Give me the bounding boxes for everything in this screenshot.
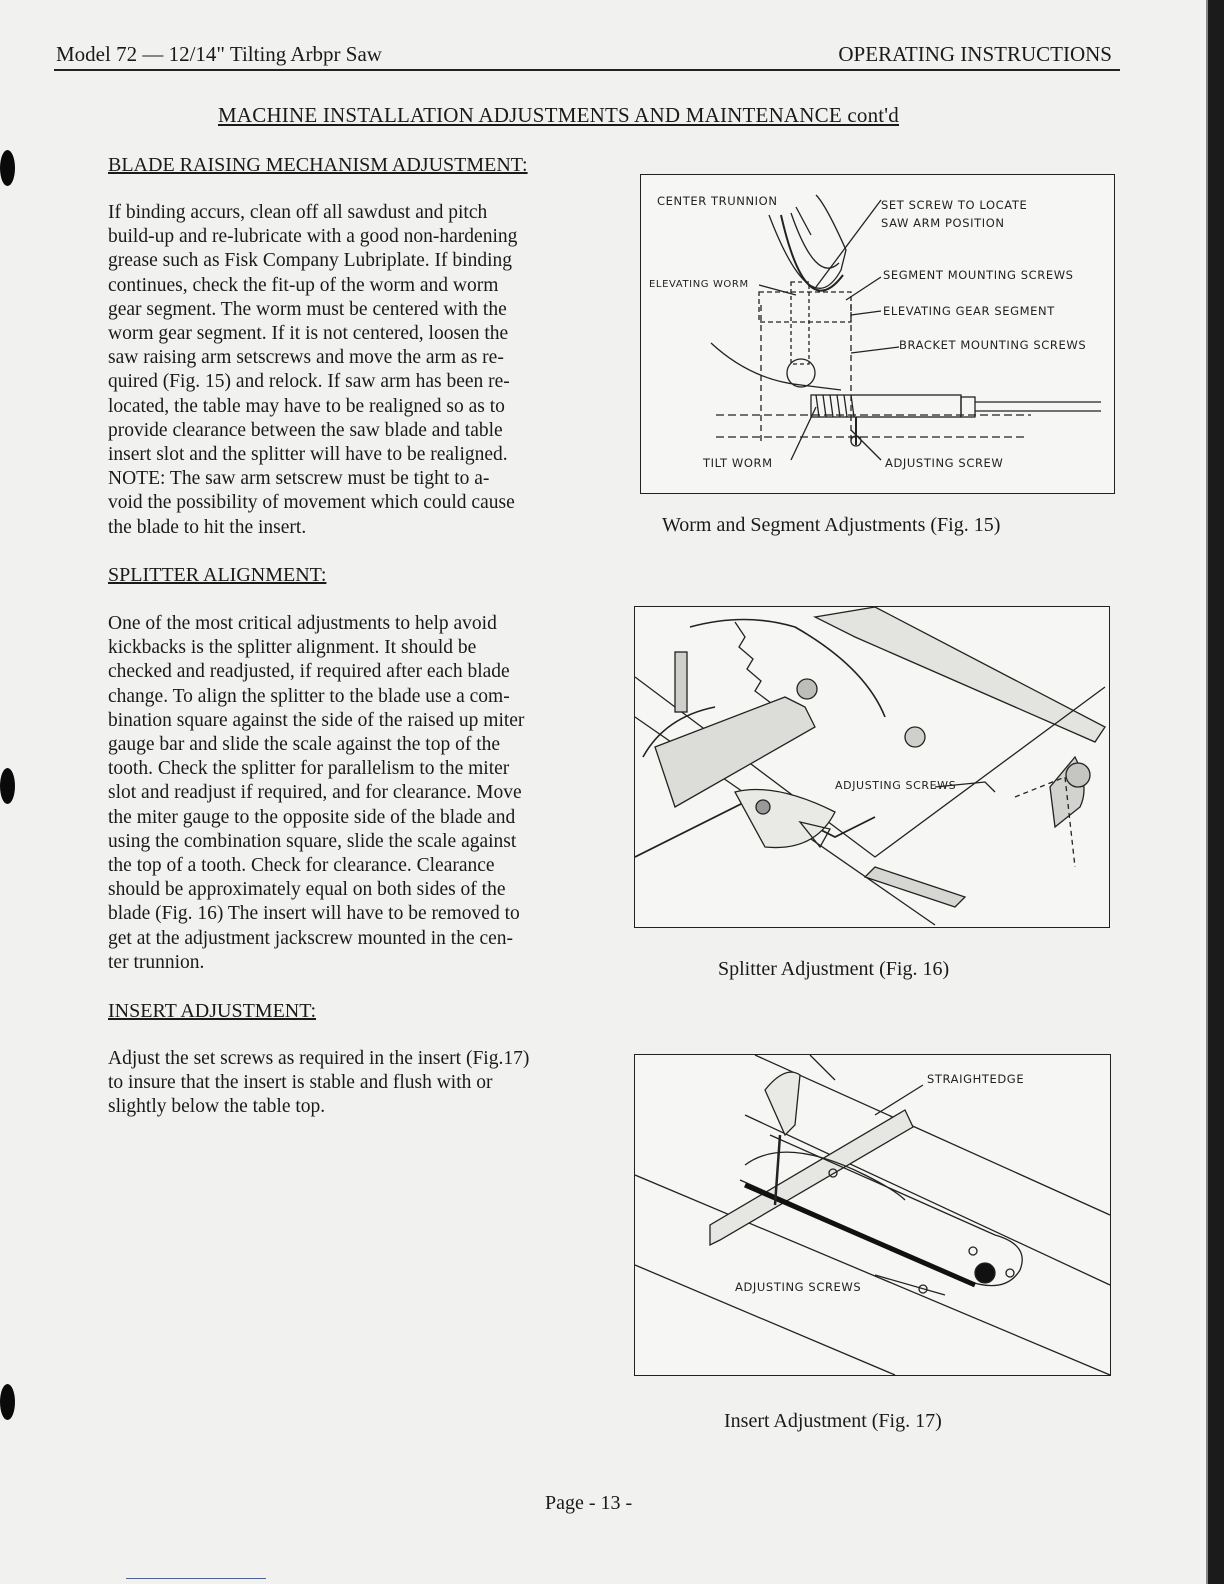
header-section-title: OPERATING INSTRUCTIONS	[838, 42, 1112, 66]
header-rule	[54, 69, 1120, 71]
page-edge-shadow	[1208, 0, 1224, 1584]
figure-15-worm-segment	[640, 174, 1115, 494]
label-adjusting-screw: ADJUSTING SCREW	[885, 456, 1004, 470]
page-edge-line	[1206, 0, 1208, 1584]
figure-16-splitter	[634, 606, 1110, 928]
figure-16-caption: Splitter Adjustment (Fig. 16)	[718, 958, 950, 980]
section-body-insert-adjustment: Adjust the set screws as required in the insert (Fig.17) to insure that the insert is stable and flush with or slightly below the table top.	[108, 1048, 530, 1118]
label-set-screw-line2: SAW ARM POSITION	[881, 216, 1005, 230]
figure-17-caption: Insert Adjustment (Fig. 17)	[724, 1410, 942, 1432]
section-heading-insert-adjustment: INSERT ADJUSTMENT:	[108, 1000, 317, 1022]
section-body-blade-raising: If binding accurs, clean off all sawdust and pitch build-up and re-lubricate with a good non-hardening grease such as Fisk Company Lubriplate. If binding continues, check the fit-up of the worm and worm gear segment. The worm must be centered with the worm gear segment. If it is not centered, loosen the saw raising arm setscrews and move the arm as re- quired (Fig. 15) and relock. If saw arm has been re- located, the table may have to be realigned so as to provide clearance between the saw blade and table insert slot and the splitter will have to be realigned. NOTE: The saw arm setscrew must be tight to a- void the possibility of movement which could cause the blade to hit the insert.	[108, 202, 518, 538]
header-model-title: Model 72 — 12/14" Tilting Arbpr Saw	[56, 42, 382, 66]
label-elevating-worm: ELEVATING WORM	[649, 279, 749, 290]
label-adjusting-screws: ADJUSTING SCREWS	[835, 779, 957, 792]
page-title: MACHINE INSTALLATION ADJUSTMENTS AND MAINTENANCE cont'd	[218, 103, 899, 127]
label-tilt-worm: TILT WORM	[703, 456, 773, 470]
binder-hole-mark	[0, 768, 15, 804]
figure-16-drawing	[635, 607, 1109, 927]
label-center-trunnion: CENTER TRUNNION	[657, 194, 778, 208]
label-bracket-mounting-screws: BRACKET MOUNTING SCREWS	[899, 338, 1087, 352]
section-heading-splitter-alignment: SPLITTER ALIGNMENT:	[108, 564, 327, 586]
label-segment-mounting-screws: SEGMENT MOUNTING SCREWS	[883, 268, 1074, 282]
label-adjusting-screws-insert: ADJUSTING SCREWS	[735, 1280, 862, 1294]
label-straightedge: STRAIGHTEDGE	[927, 1072, 1025, 1086]
binder-hole-mark	[0, 1384, 15, 1420]
page-number: Page - 13 -	[545, 1492, 633, 1514]
label-set-screw-line1: SET SCREW TO LOCATE	[881, 198, 1028, 212]
figure-17-insert	[634, 1054, 1111, 1376]
figure-15-caption: Worm and Segment Adjustments (Fig. 15)	[662, 514, 1001, 536]
section-body-splitter-alignment: One of the most critical adjustments to help avoid kickbacks is the splitter alignment. It should be checked and readjusted, if required after each blade change. To align the splitter to the blade use a com- bination square against the side of the raised up miter gauge bar and slide the scale against the top of the tooth. Check the splitter for parallelism to the miter slot and readjust if required, and for clearance. Move the miter gauge to the opposite side of the blade and using the combination square, slide the scale against the top of a tooth. Check for clearance. Clearance should be approximately equal on both sides of the blade (Fig. 16) The insert will have to be removed to get at the adjustment jackscrew mounted in the cen- ter trunnion.	[108, 613, 525, 973]
footer-link-line	[126, 1578, 266, 1579]
figure-15-drawing	[641, 175, 1114, 493]
binder-hole-mark	[0, 150, 15, 186]
figure-17-drawing	[635, 1055, 1110, 1375]
section-heading-blade-raising: BLADE RAISING MECHANISM ADJUSTMENT:	[108, 154, 528, 176]
label-elevating-gear-segment: ELEVATING GEAR SEGMENT	[883, 304, 1055, 318]
